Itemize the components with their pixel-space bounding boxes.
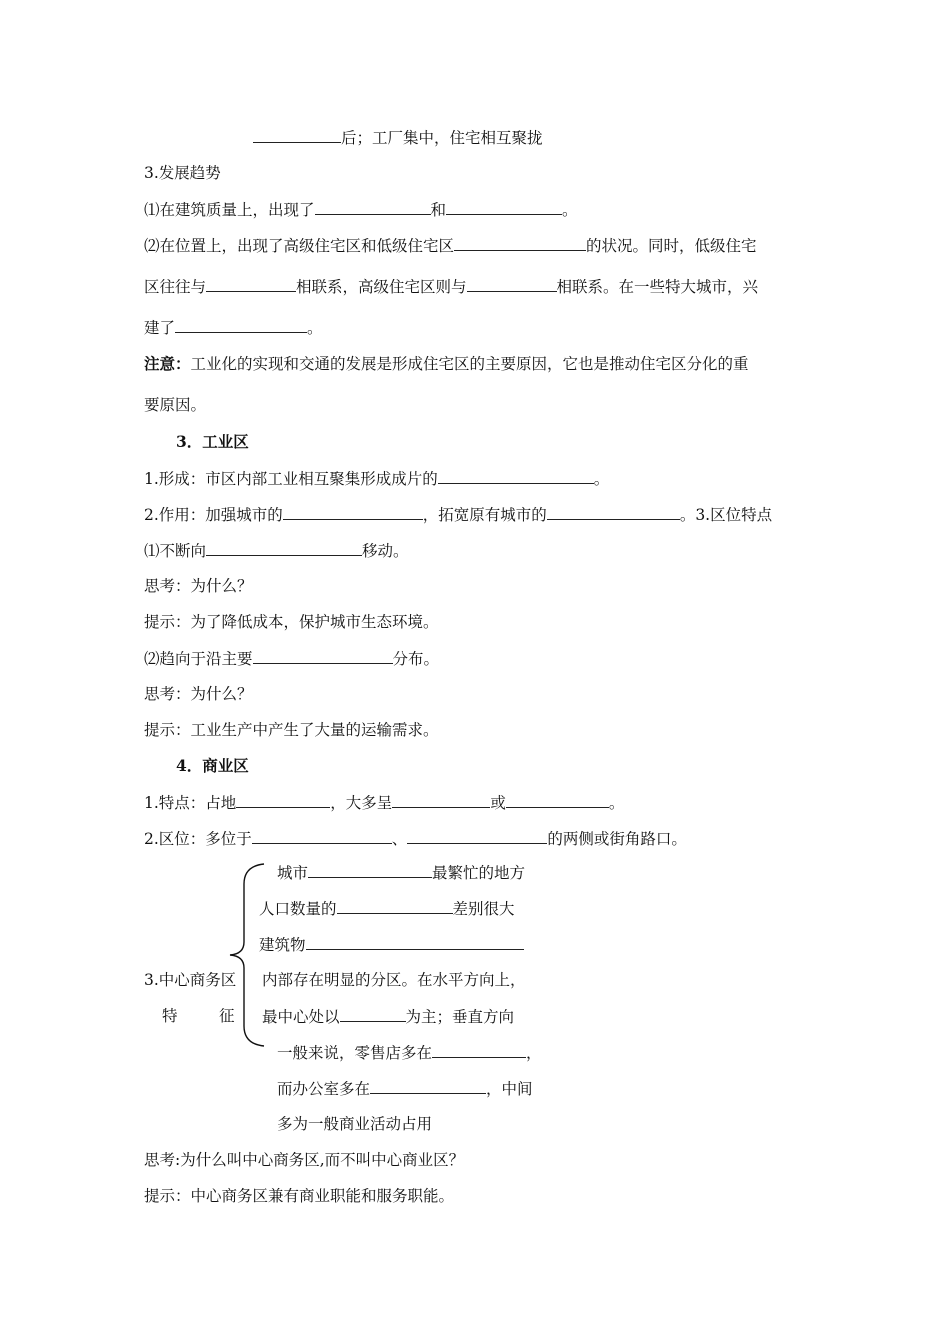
blank[interactable] xyxy=(206,539,362,556)
blank[interactable] xyxy=(252,827,392,844)
industrial-location-1: ⑴不断向 移动。 xyxy=(144,539,409,562)
industrial-formation: 1.形成：市区内部工业相互聚集形成成片的 。 xyxy=(144,467,609,490)
think-2: 思考：为什么？ xyxy=(144,685,253,703)
trend-item-2: ⑵在位置上，出现了高级住宅区和低级住宅区 的状况。同时，低级住宅 xyxy=(144,234,757,257)
blank[interactable] xyxy=(253,647,393,664)
commercial-features: 1.特点：占地 ，大多呈 或 。 xyxy=(144,791,624,814)
section-industrial-title: 3．工业区 xyxy=(176,432,249,451)
blank[interactable] xyxy=(438,467,594,484)
hint-3: 提示：中心商务区兼有商业职能和服务职能。 xyxy=(144,1187,455,1205)
think-3: 思考:为什么叫中心商务区,而不叫中心商业区？ xyxy=(144,1151,465,1169)
cbd-feature-5: 最中心处以 为主；垂直方向 xyxy=(262,1005,514,1028)
cbd-label-2a: 特 xyxy=(162,1007,178,1025)
cbd-feature-6: 一般来说，零售店多在 ， xyxy=(277,1041,542,1064)
blank[interactable] xyxy=(337,897,453,914)
cbd-feature-8: 多为一般商业活动占用 xyxy=(277,1115,433,1133)
blank[interactable] xyxy=(407,827,547,844)
blank[interactable] xyxy=(506,791,609,808)
trend-item-2-cont: 区往往与 相联系，高级住宅区则与 相联系。在一些特大城市，兴 xyxy=(144,275,758,298)
blank[interactable] xyxy=(370,1077,486,1094)
cbd-feature-1: 城市 最繁忙的地方 xyxy=(277,861,525,884)
industrial-function: 2.作用：加强城市的 ，拓宽原有城市的 。3.区位特点 xyxy=(144,503,772,526)
blank[interactable] xyxy=(432,1041,526,1058)
trend-heading: 3.发展趋势 xyxy=(144,164,221,182)
blank[interactable] xyxy=(206,275,296,292)
blank[interactable] xyxy=(308,861,432,878)
hint-1: 提示：为了降低成本，保护城市生态环境。 xyxy=(144,613,439,631)
section-commercial-title: 4．商业区 xyxy=(176,756,249,775)
blank[interactable] xyxy=(283,503,423,520)
note-paragraph: 注意：工业化的实现和交通的发展是形成住宅区的主要原因，它也是推动住宅区分化的重 xyxy=(144,354,749,373)
blank[interactable] xyxy=(340,1005,406,1022)
blank[interactable] xyxy=(236,791,330,808)
cbd-label: 3.中心商务区 xyxy=(144,971,237,989)
line-after-blank: 后；工厂集中，住宅相互聚拢 xyxy=(253,126,543,149)
note-paragraph-cont: 要原因。 xyxy=(144,396,207,414)
blank[interactable] xyxy=(253,126,341,143)
blank[interactable] xyxy=(547,503,680,520)
industrial-location-2: ⑵趋向于沿主要 分布。 xyxy=(144,647,439,670)
commercial-location: 2.区位：多位于 、 的两侧或街角路口。 xyxy=(144,827,687,850)
blank[interactable] xyxy=(175,316,307,333)
blank[interactable] xyxy=(454,234,586,251)
hint-2: 提示：工业生产中产生了大量的运输需求。 xyxy=(144,721,439,739)
trend-item-2-end: 建了 。 xyxy=(144,316,323,339)
cbd-label-2b: 征 xyxy=(219,1007,235,1025)
blank[interactable] xyxy=(392,791,490,808)
blank[interactable] xyxy=(446,198,562,215)
blank[interactable] xyxy=(315,198,431,215)
cbd-feature-3: 建筑物 xyxy=(259,933,524,956)
cbd-feature-4: 内部存在明显的分区。在水平方向上， xyxy=(262,971,526,989)
think-1: 思考：为什么？ xyxy=(144,577,253,595)
blank[interactable] xyxy=(306,933,524,950)
trend-item-1: ⑴在建筑质量上，出现了 和 。 xyxy=(144,198,578,221)
blank[interactable] xyxy=(467,275,557,292)
cbd-feature-2: 人口数量的 差别很大 xyxy=(259,897,515,920)
cbd-feature-7: 而办公室多在 ，中间 xyxy=(277,1077,533,1100)
